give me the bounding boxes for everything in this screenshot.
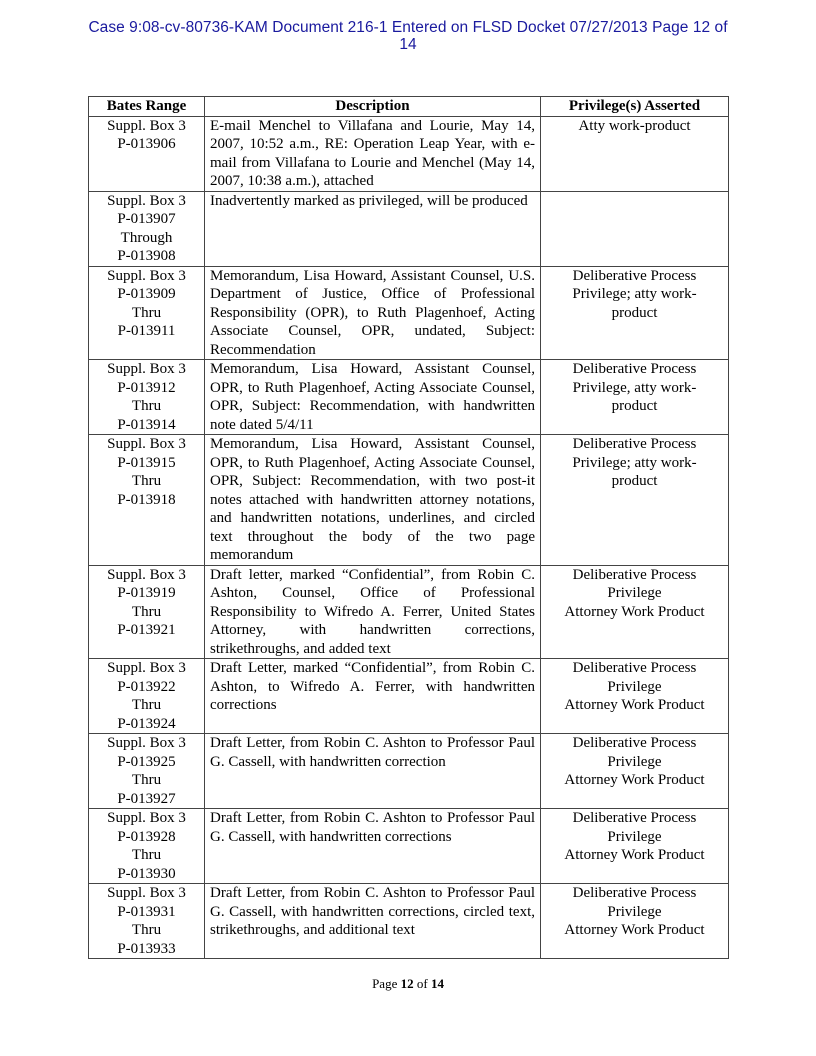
docket-header-line-1: Case 9:08-cv-80736-KAM Document 216-1 Entered on FLSD Docket 07/27/2013 Page 12 of <box>88 19 728 36</box>
table-row <box>89 809 729 884</box>
table-header-row <box>89 97 729 117</box>
description-cell: Memorandum, Lisa Howard, Assistant Counsel, U.S. Department of Justice, Office of Professional Responsibility (OPR), to Ruth Plagenhoef, Acting Associate Counsel, OPR, undated, Subject: Recommendation <box>205 266 541 360</box>
bates-range-line: P-013909 <box>117 286 176 302</box>
page-label: Page <box>372 976 398 991</box>
privilege-cell <box>541 360 729 435</box>
bates-range-line: P-013918 <box>117 491 176 508</box>
column-header-privileges: Privilege(s) Asserted <box>541 97 729 117</box>
description-cell: Memorandum, Lisa Howard, Assistant Counsel, OPR, to Ruth Plagenhoef, Acting Associate Counsel, OPR, Subject: Recommendation, with handwritten note dated 5/4/11 <box>205 360 541 435</box>
privilege-cell <box>541 266 729 360</box>
bates-range-line: Thru <box>131 772 162 788</box>
description-cell: Draft Letter, from Robin C. Ashton to Professor Paul G. Cassell, with handwritten corrections <box>205 809 541 884</box>
privilege-cell <box>541 435 729 566</box>
page-footer <box>0 976 816 992</box>
page-current-number: 12 <box>400 976 414 991</box>
bates-range-line: P-013906 <box>117 136 176 152</box>
privilege-cell <box>541 884 729 959</box>
privilege-line: Attorney Work Product <box>564 697 705 713</box>
privilege-line: Privilege <box>607 828 662 845</box>
privilege-line: Attorney Work Product <box>564 772 705 788</box>
bates-range-line: P-013931 <box>117 903 176 920</box>
privilege-log-table <box>88 96 729 959</box>
bates-range-line: Suppl. Box 3 <box>107 566 186 583</box>
privilege-line: Deliberative Process <box>572 885 697 901</box>
bates-range-line: Thru <box>131 304 162 321</box>
bates-range-line: P-013911 <box>117 323 176 339</box>
bates-range-cell <box>89 360 205 435</box>
bates-range-line: Thru <box>131 697 162 713</box>
privilege-cell <box>541 809 729 884</box>
bates-range-line: P-013915 <box>117 454 176 471</box>
table-row <box>89 734 729 809</box>
privilege-line: Deliberative Process <box>572 566 697 583</box>
bates-range-line: P-013933 <box>117 940 176 957</box>
description-cell: Draft Letter, from Robin C. Ashton to Professor Paul G. Cassell, with handwritten correction <box>205 734 541 809</box>
column-header-bates-range: Bates Range <box>89 97 205 117</box>
bates-range-line: P-013914 <box>117 416 176 433</box>
privilege-line: Deliberative Process <box>572 735 697 751</box>
privilege-line: Deliberative Process <box>572 361 697 377</box>
bates-range-line: Suppl. Box 3 <box>107 192 186 209</box>
table-row <box>89 435 729 566</box>
bates-range-line: P-013921 <box>117 622 176 638</box>
privilege-line: Deliberative Process <box>572 436 697 452</box>
privilege-cell <box>541 734 729 809</box>
privilege-line: Privilege <box>607 903 662 920</box>
bates-range-line: P-013919 <box>117 585 176 601</box>
bates-range-cell <box>89 266 205 360</box>
privilege-line: Deliberative Process <box>572 660 697 676</box>
description-cell: Memorandum, Lisa Howard, Assistant Counsel, OPR, to Ruth Plagenhoef, Acting Associate Counsel, OPR, Subject: Recommendation, with two post-it notes attached with handwritten attorney notations, and handwritten notations, underlines, and circled text throughout the body of the two page memorandum <box>205 435 541 566</box>
privilege-line: product <box>611 304 658 321</box>
bates-range-cell <box>89 734 205 809</box>
page-of-label: of <box>416 976 428 991</box>
docket-header <box>40 19 776 53</box>
table-body <box>89 116 729 959</box>
table-row <box>89 116 729 191</box>
privilege-line: Deliberative Process <box>572 267 697 284</box>
privilege-cell <box>541 659 729 734</box>
privilege-cell <box>541 116 729 191</box>
privilege-line: Privilege <box>607 678 662 695</box>
privilege-line: Attorney Work Product <box>564 603 705 620</box>
privilege-line: Attorney Work Product <box>564 847 705 863</box>
bates-range-line: P-013924 <box>117 715 176 732</box>
page-total-number: 14 <box>430 976 444 991</box>
bates-range-line: P-013907 <box>117 211 176 227</box>
bates-range-cell <box>89 116 205 191</box>
bates-range-line: P-013922 <box>117 678 176 695</box>
privilege-line: Atty work-product <box>578 117 691 134</box>
bates-range-cell <box>89 565 205 659</box>
privilege-cell <box>541 565 729 659</box>
bates-range-cell <box>89 435 205 566</box>
bates-range-line: P-013912 <box>117 379 176 396</box>
bates-range-line: Suppl. Box 3 <box>107 885 186 901</box>
bates-range-line: Thru <box>131 473 162 489</box>
table-row <box>89 266 729 360</box>
bates-range-line: Thru <box>131 603 162 620</box>
privilege-line: Privilege <box>607 585 662 601</box>
table-row <box>89 884 729 959</box>
bates-range-line: Suppl. Box 3 <box>107 267 186 284</box>
privilege-line: Privilege <box>607 753 662 770</box>
description-cell: Draft Letter, marked “Confidential”, from Robin C. Ashton, to Wifredo A. Ferrer, with handwritten corrections <box>205 659 541 734</box>
bates-range-line: Suppl. Box 3 <box>107 361 186 377</box>
bates-range-line: Suppl. Box 3 <box>107 810 186 826</box>
table-row <box>89 565 729 659</box>
description-cell: E-mail Menchel to Villafana and Lourie, May 14, 2007, 10:52 a.m., RE: Operation Leap Year, with e-mail from Villafana to Lourie and Menchel (May 14, 2007, 10:38 a.m.), attached <box>205 116 541 191</box>
bates-range-line: P-013930 <box>117 865 176 882</box>
description-cell: Draft Letter, from Robin C. Ashton to Professor Paul G. Cassell, with handwritten corrections, circled text, strikethroughs, and additional text <box>205 884 541 959</box>
bates-range-line: Suppl. Box 3 <box>107 436 186 452</box>
bates-range-cell <box>89 884 205 959</box>
privilege-cell <box>541 191 729 266</box>
bates-range-line: Suppl. Box 3 <box>107 735 186 751</box>
privilege-line: product <box>611 398 658 414</box>
bates-range-line: P-013925 <box>117 753 176 770</box>
privilege-line: Privilege, atty work- <box>572 379 697 396</box>
bates-range-cell <box>89 809 205 884</box>
column-header-description: Description <box>205 97 541 117</box>
privilege-line: Attorney Work Product <box>564 922 705 938</box>
description-cell: Draft letter, marked “Confidential”, from Robin C. Ashton, Counsel, Office of Professional Responsibility to Wifredo A. Ferrer, United States Attorney, with handwritten corrections, strikethroughs, and added text <box>205 565 541 659</box>
bates-range-cell <box>89 659 205 734</box>
table-row <box>89 191 729 266</box>
bates-range-line: Thru <box>131 398 162 414</box>
privilege-line: Privilege; atty work- <box>572 286 697 302</box>
bates-range-line: Suppl. Box 3 <box>107 660 186 676</box>
description-cell: Inadvertently marked as privileged, will be produced <box>205 191 541 266</box>
docket-header-line-2: 14 <box>399 36 417 53</box>
table-row <box>89 659 729 734</box>
bates-range-cell <box>89 191 205 266</box>
bates-range-line: P-013908 <box>117 248 176 264</box>
privilege-line: Privilege; atty work- <box>572 454 697 471</box>
bates-range-line: Suppl. Box 3 <box>107 117 186 134</box>
privilege-line: Deliberative Process <box>572 810 697 826</box>
bates-range-line: Thru <box>131 922 162 938</box>
table-row <box>89 360 729 435</box>
privilege-line: product <box>611 473 658 489</box>
bates-range-line: Thru <box>131 847 162 863</box>
bates-range-line: P-013928 <box>117 828 176 845</box>
bates-range-line: Through <box>120 229 173 246</box>
bates-range-line: P-013927 <box>117 790 176 807</box>
